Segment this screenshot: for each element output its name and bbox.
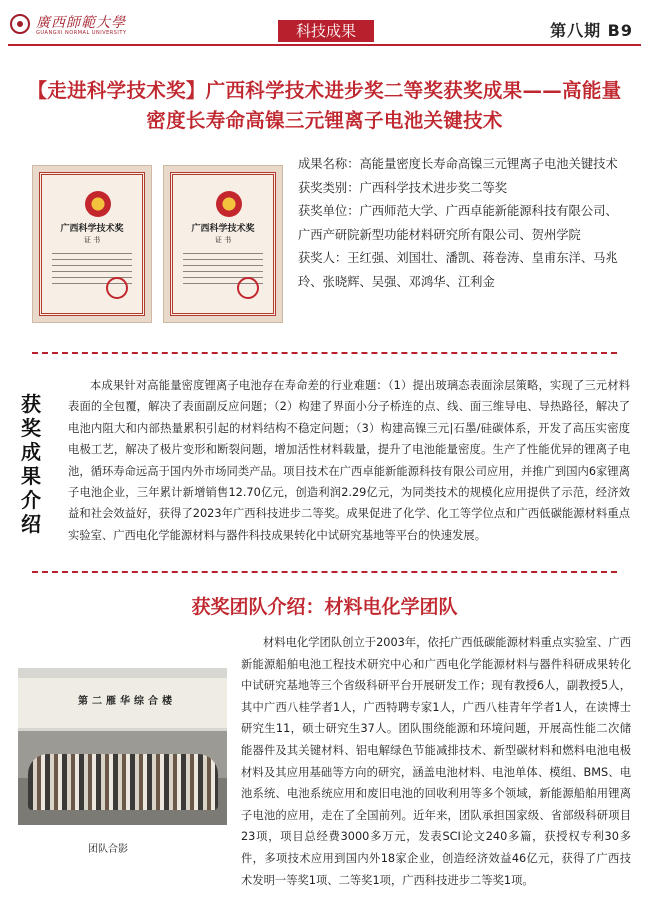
award-winners: 获奖人：王红强、刘国壮、潘凯、蒋卷涛、皇甫东洋、马兆玲、张晓辉、吴强、邓鸿华、江利金 [298,251,618,289]
page-header [0,0,649,46]
certificate-title: 广西科学技术奖 [191,224,255,234]
university-logo-text: 廣西師範大學 [36,15,126,31]
certificate-subtitle: 证 书 [83,236,101,244]
team-photo [18,668,227,825]
team-intro-text: 材料电化学团队创立于2003年，依托广西低碳能源材料重点实验室、广西新能源船舶电池工程技术研究中心和广西电化学能源材料与器件科研成果转化中试研究基地等三个省级科研平台开展研发工作；现有教授6人，副教授5人，其中广西八桂学者1人，广西特聘专家1人，广西八桂青年学者1人，在读博士研究生11，硕士研究生37人。团队围绕能源和环境问题，开展高性能二次储能器件及其关键材料、铝电解绿色节能减排技术、新型碳材料和燃料电池电极材料及其应用基础等方向的研究，涵盖电池材料、电池单体、模组、BMS、电池系统、电池系统应用和废旧电池的回收利用等多个领域，新能源船舶用锂离子电池的应用，走在了全国前列。近年来，团队承担国家级、省部级科研项目23项，项目总经费3000多万元，发表SCI论文240多篇，获授权专利30多件，多项技术应用到国内外18家企业，创造经济效益46亿元，获得了广西技术发明一等奖1项、二等奖1项，广西科技进步二等奖1项。 [241,636,631,887]
certificate-image-2 [163,165,283,323]
header-divider [8,44,641,46]
national-emblem-icon [216,191,242,217]
award-category: 获奖类别：广西科学技术进步奖二等奖 [298,180,508,195]
building-sign: 第二雁华综合楼 [78,696,176,707]
article-title: 【走进科学技术奖】广西科学技术进步奖二等奖获奖成果——高能量密度长寿命高镍三元锂离子电池关键技术 [27,79,622,132]
team-section-title: 获奖团队介绍：材料电化学团队 [191,596,458,618]
achievement-intro-text: 本成果针对高能量密度锂离子电池存在寿命差的行业难题：（1）提出玻璃态表面涂层策略，实现了三元材料表面的全包覆，解决了表面副反应问题；（2）构建了界面小分子桥连的点、线、面三维导电、导热路径，解决了电池内阻大和内部热量累积引起的材料结构不稳定问题；（3）构建高镍三元|石墨/硅碳体系，开发了高压实密度电极工艺，解决了极片变形和断裂问题，增加活性材料载量，提升了电池能量密度。生产了性能优异的锂离子电池，循环寿命远高于国内外市场同类产品。项目技术在广西卓能新能源科技有限公司应用，并推广到国内6家锂离子电池企业，三年累计新增销售12.70亿元，创造利润2.29亿元，为同类技术的规模化应用提供了示范，经济效益和社会效益好，获得了2023年广西科技进步二等奖。成果促进了化学、化工等学位点和广西低碳能源材料重点实验室、广西电化学能源材料与器件科技成果转化中试研究基地等平台的快速发展。 [68,379,630,542]
certificate-subtitle: 证 书 [214,236,232,244]
seal-stamp-icon [237,277,259,299]
award-info [298,153,629,295]
certificate-title: 广西科学技术奖 [60,224,124,234]
dashed-divider [32,352,617,354]
issue-label: 第八期 B9 [550,21,633,40]
award-units: 获奖单位：广西师范大学、广西卓能新能源科技有限公司、广西产研院新型功能材料研究所有限公司、贺州学院 [298,204,618,242]
section-label: 科技成果 [278,20,374,42]
national-emblem-icon [85,191,111,217]
dashed-divider [32,571,617,573]
achievement-name: 成果名称：高能量密度长寿命高镍三元锂离子电池关键技术 [298,157,618,171]
intro-side-label: 获奖成果介绍 [21,392,41,536]
photo-caption: 团队合影 [88,844,128,855]
certificate-image-1 [32,165,152,323]
university-logo [10,14,210,38]
university-seal-icon [10,14,30,34]
seal-stamp-icon [106,277,128,299]
university-logo-subtext: GUANGXI NORMAL UNIVERSITY [36,30,127,36]
